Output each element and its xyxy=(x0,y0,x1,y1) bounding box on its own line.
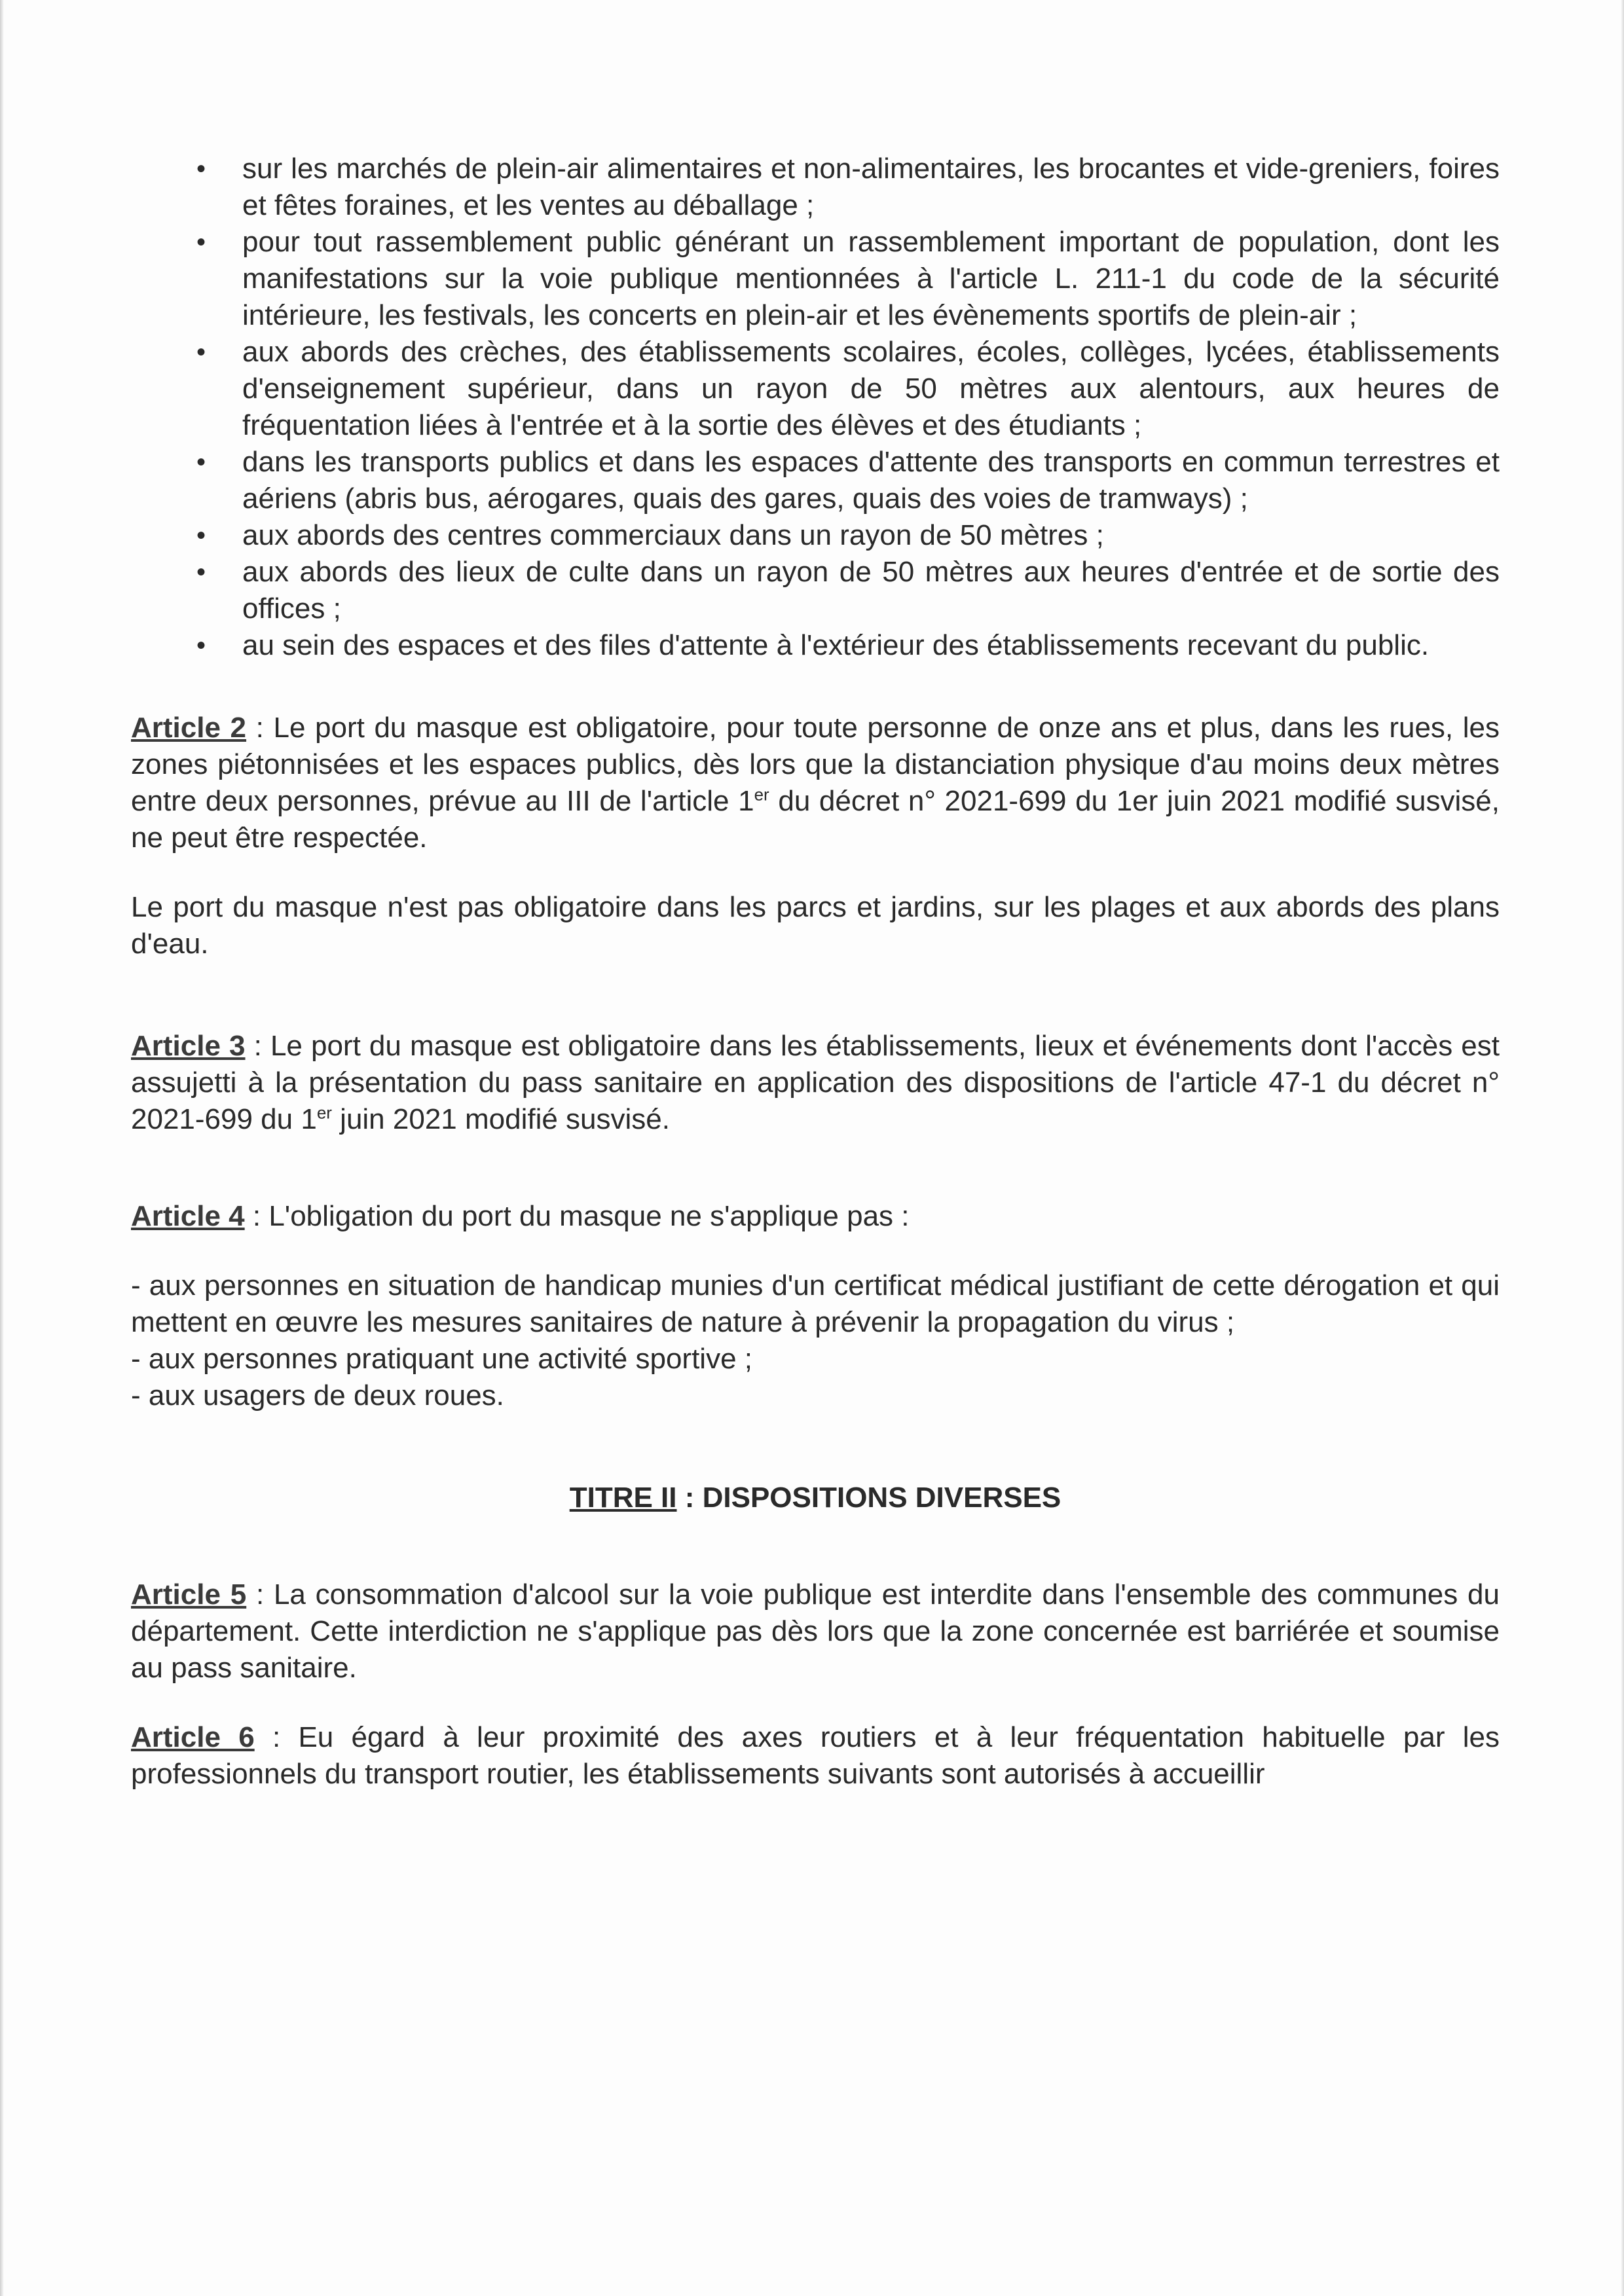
article-2-text-end: du décret n° 2021-699 du 1er juin 2021 modifié susvisé, ne peut être respectée. xyxy=(131,785,1500,854)
article-3 xyxy=(131,1028,1500,1138)
bullet-item-schools xyxy=(131,334,1500,444)
article-6 xyxy=(131,1719,1500,1793)
titre-2-label: TITRE II xyxy=(569,1482,677,1514)
exception-item-handicap: - aux personnes en situation de handicap munies d'un certificat médical justifiant de cette dérogation et qui mettent en œuvre les mesures sanitaires de nature à prévenir la propagation du virus ; xyxy=(131,1269,1500,1338)
bullet-dot-icon: • xyxy=(196,155,206,183)
article-4-exceptions-list xyxy=(131,1267,1500,1414)
bullet-dot-icon: • xyxy=(196,631,206,660)
article-5 xyxy=(131,1576,1500,1686)
article-2 xyxy=(131,710,1500,856)
bullet-text: aux abords des lieux de culte dans un rayon de 50 mètres aux heures d'entrée et de sortie des offices ; xyxy=(242,556,1500,625)
bullet-item-shopping-centres xyxy=(131,517,1500,554)
bullet-item-markets xyxy=(131,151,1500,224)
bullet-text: dans les transports publics et dans les espaces d'attente des transports en commun terrestres et aériens (abris bus, aérogares, quais des gares, quais des voies de tramways) ; xyxy=(242,446,1500,515)
bullet-text: aux abords des centres commerciaux dans un rayon de 50 mètres ; xyxy=(242,519,1104,551)
article-3-text-end: juin 2021 modifié susvisé. xyxy=(331,1103,670,1135)
bullet-dot-icon: • xyxy=(196,448,206,477)
bullet-item-places-of-worship xyxy=(131,554,1500,627)
bullet-text: pour tout rassemblement public générant un rassemblement important de population, dont les manifestations sur la voie publique mentionnées à l'article L. 211-1 du code de la sécurité intérieure, les festivals, les concerts en plein-air et les évènements sportifs de plein-air ; xyxy=(242,226,1500,331)
bullet-text: aux abords des crèches, des établissements scolaires, écoles, collèges, lycées, établissements d'enseignement supérieur, dans un rayon de 50 mètres aux alentours, aux heures de fréquentation liées à l'entrée et à la sortie des élèves et des étudiants ; xyxy=(242,336,1500,441)
bullet-dot-icon: • xyxy=(196,228,206,257)
article-4-label: Article 4 xyxy=(131,1200,245,1232)
article-6-label: Article 6 xyxy=(131,1721,255,1753)
article-2-paragraph-2: Le port du masque n'est pas obligatoire dans les parcs et jardins, sur les plages et aux abords des plans d'eau. xyxy=(131,891,1500,960)
article-5-label: Article 5 xyxy=(131,1578,247,1611)
article-6-text: Eu égard à leur proximité des axes routiers et à leur fréquentation habituelle par les professionnels du transport routier, les établissements suivants sont autorisés à accueillir xyxy=(131,1721,1500,1790)
article-3-label: Article 3 xyxy=(131,1030,246,1062)
scan-edge-left xyxy=(0,0,4,2296)
bullet-item-queues xyxy=(131,627,1500,664)
ordinal-sup: er xyxy=(754,784,769,805)
article-4-text: L'obligation du port du masque ne s'applique pas : xyxy=(268,1200,910,1232)
article-separator: : xyxy=(246,1578,274,1611)
titre-2-heading xyxy=(131,1480,1500,1516)
bullet-text: au sein des espaces et des files d'attente à l'extérieur des établissements recevant du public. xyxy=(242,629,1430,661)
article-separator: : xyxy=(254,1721,299,1753)
ordinal-sup: er xyxy=(316,1102,332,1123)
article-2-label: Article 2 xyxy=(131,712,247,744)
article-5-text: La consommation d'alcool sur la voie publique est interdite dans l'ensemble des communes du département. Cette interdiction ne s'applique pas dès lors que la zone concernée est barriérée et soumise au pass sanitaire. xyxy=(131,1578,1500,1684)
article-separator: : xyxy=(246,712,274,744)
bullet-text: sur les marchés de plein-air alimentaires et non-alimentaires, les brocantes et vide-greniers, foires et fêtes foraines, et les ventes au déballage ; xyxy=(242,153,1500,221)
bullet-dot-icon: • xyxy=(196,558,206,587)
article-4 xyxy=(131,1198,1500,1235)
article-separator: : xyxy=(244,1200,269,1232)
bullet-list xyxy=(131,151,1500,664)
bullet-item-transports xyxy=(131,444,1500,517)
article-separator: : xyxy=(245,1030,270,1062)
bullet-dot-icon: • xyxy=(196,521,206,550)
exception-item-two-wheels: - aux usagers de deux roues. xyxy=(131,1379,504,1412)
scan-edge-right xyxy=(1621,0,1624,2296)
bullet-dot-icon: • xyxy=(196,338,206,367)
bullet-item-gatherings xyxy=(131,224,1500,334)
article-2-text: Le port du masque est obligatoire, pour toute personne de onze ans et plus, dans les rues, les zones piétonnisées et les espaces publics, dès lors que la distanciation physique d'au moins deux mètres entre deux personnes, prévue au III de l'article 1 xyxy=(131,712,1500,817)
document-body xyxy=(131,151,1500,1793)
exception-item-sport: - aux personnes pratiquant une activité sportive ; xyxy=(131,1343,752,1375)
titre-2-text: : DISPOSITIONS DIVERSES xyxy=(676,1482,1061,1514)
article-3-text: Le port du masque est obligatoire dans les établissements, lieux et événements dont l'accès est assujetti à la présentation du pass sanitaire en application des dispositions de l'article 47-1 du décret n° 2021-699 du 1 xyxy=(131,1030,1500,1135)
